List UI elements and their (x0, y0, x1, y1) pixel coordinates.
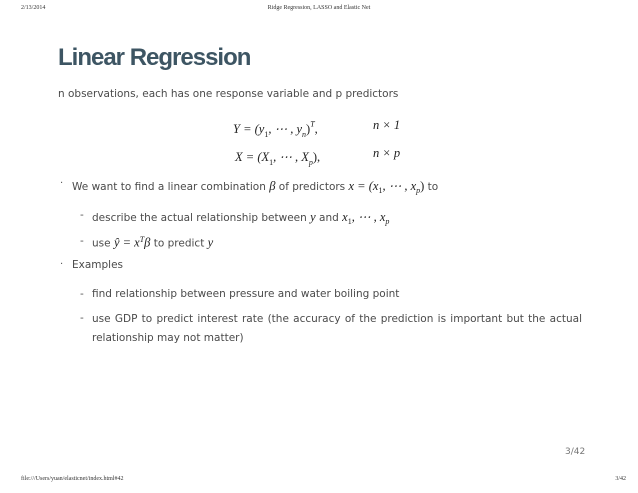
example-boiling-point: find relationship between pressure and water boiling point (92, 288, 400, 300)
dash-marker: - (80, 288, 84, 300)
dash-marker: - (80, 312, 84, 324)
print-url: file:///Users/yuan/elasticnet/index.html#42 (21, 476, 124, 482)
bullet-examples: Examples (72, 259, 124, 271)
subitem-use-prediction: use ŷ = $x^T\beta$ to predict y (92, 235, 214, 250)
slide-title: Linear Regression (58, 44, 251, 71)
subitem-describe-relationship: describe the actual relationship between y and $x_1$, ⋯ , $x_p$ (92, 210, 390, 227)
equation-y-dimension: n × 1 (373, 118, 401, 132)
bullet-linear-combination: We want to find a linear combination β of predictors $x = (x_1$, ⋯ , $x_p$) to (72, 179, 439, 196)
dash-marker: - (80, 235, 84, 247)
equation-y: $Y = (y_1$, ⋯ , $y_n)^T$, (233, 119, 318, 140)
dash-marker: - (80, 209, 84, 221)
example-gdp-interest: use GDP to predict interest rate (the accuracy of the prediction is important but the actual relationship may not matter) (92, 313, 582, 344)
print-page: 3/42 (615, 476, 626, 482)
print-date: 2/13/2014 (21, 5, 46, 11)
equation-x: $X = (X_1$, ⋯ , $X_p$), (235, 150, 321, 168)
bullet-marker: · (60, 178, 64, 189)
intro-text: n observations, each has one response variable and p predictors (58, 88, 399, 100)
slide-page-number: 3/42 (565, 447, 586, 457)
bullet-marker: · (60, 259, 64, 270)
equation-x-dimension: n × p (373, 146, 401, 160)
print-document-title: Ridge Regression, LASSO and Elastic Net (267, 5, 371, 11)
